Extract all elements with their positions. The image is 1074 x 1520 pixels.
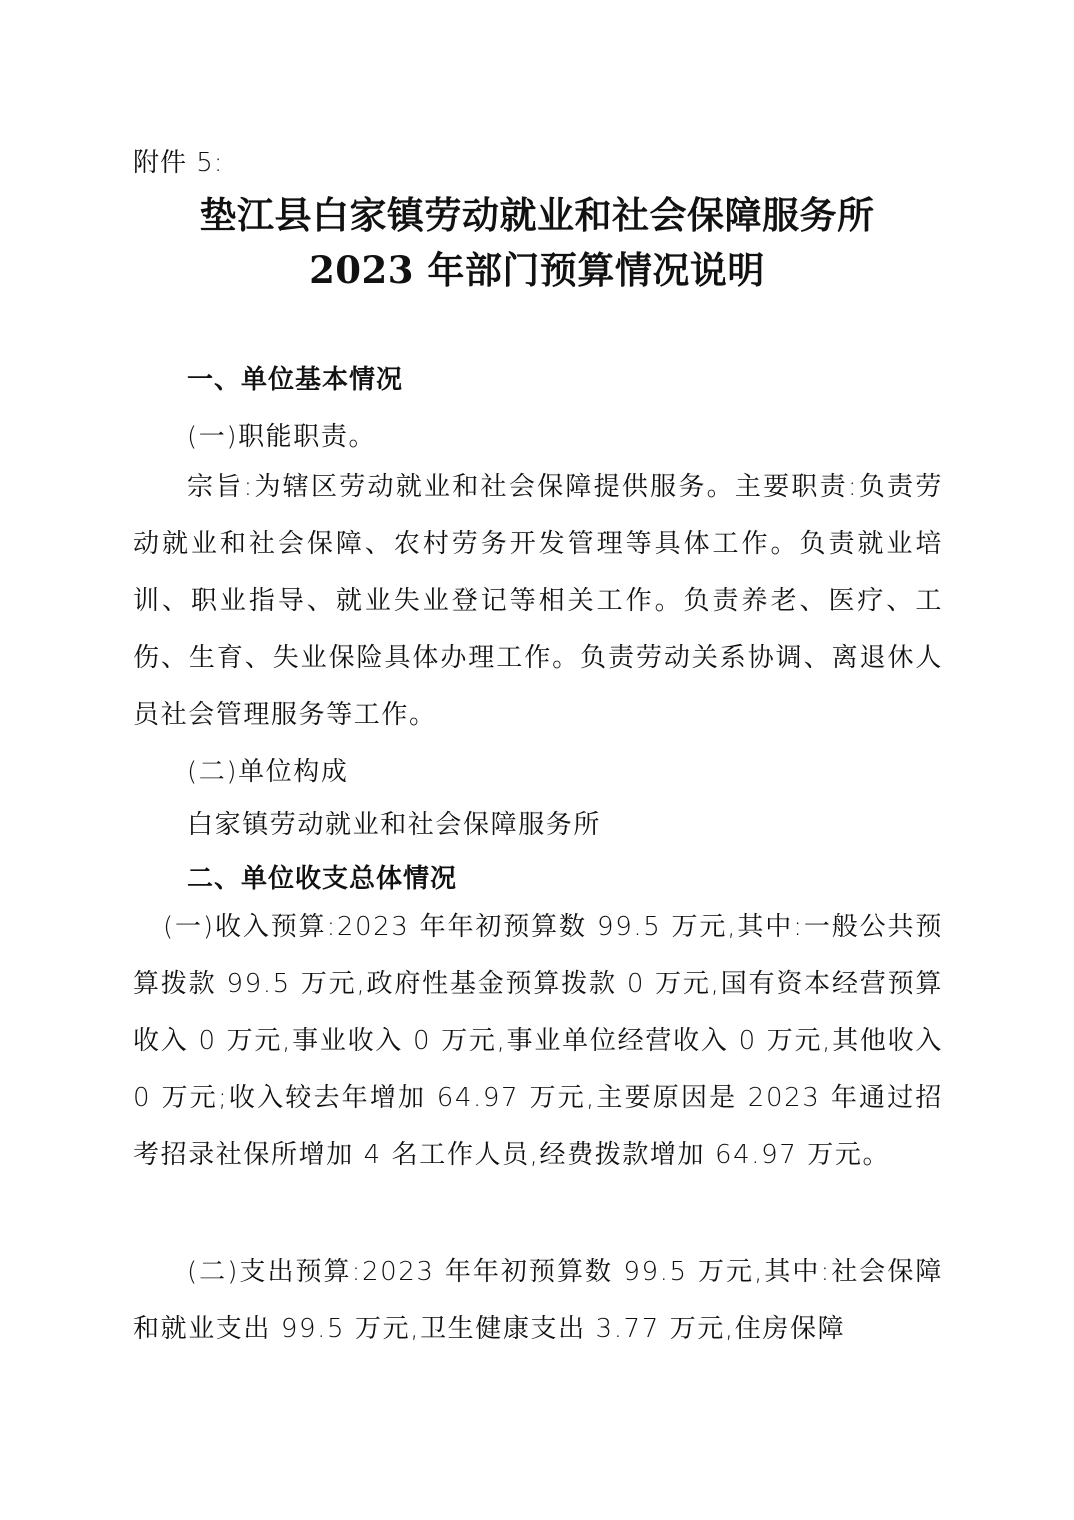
section1-sub2-heading: (二)单位构成 bbox=[187, 757, 349, 787]
section2-heading: 二、单位收支总体情况 bbox=[187, 864, 458, 894]
income-budget-paragraph: (一)收入预算:2023 年年初预算数 99.5 万元,其中:一般公共预算拨款 99.5 万元,政府性基金预算拨款 0 万元,国有资本经营预算收入 0 万元,事业收入 0 万元,事业单位经营收入 0 万元,其他收入 0 万元;收入较去年增加 64.97 万元,主要原因是 2023 年通过招考招录社保所增加 4 名工作人员,经费拨款增加 64.97 万元。 bbox=[133, 912, 943, 1170]
section1-sub1-body: 宗旨:为辖区劳动就业和社会保障提供服务。主要职责:负责劳动就业和社会保障、农村劳务开发管理等具体工作。负责就业培训、职业指导、就业失业登记等相关工作。负责养老、医疗、工伤、生育、失业保险具体办理工作。负责劳动关系协调、离退休人员社会管理服务等工作。 bbox=[133, 472, 943, 730]
section1-heading: 一、单位基本情况 bbox=[187, 365, 404, 395]
section1-sub1-heading: (一)职能职责。 bbox=[187, 422, 377, 452]
expense-budget-paragraph: (二)支出预算:2023 年年初预算数 99.5 万元,其中:社会保障和就业支出 99.5 万元,卫生健康支出 3.77 万元,住房保障 bbox=[133, 1257, 943, 1344]
document-title-line2: 2023 年部门预算情况说明 bbox=[309, 248, 765, 292]
attachment-label: 附件 5: bbox=[133, 148, 224, 178]
section1-sub2-body: 白家镇劳动就业和社会保障服务所 bbox=[187, 810, 602, 840]
document-title-line1: 垫江县白家镇劳动就业和社会保障服务所 bbox=[199, 193, 875, 237]
